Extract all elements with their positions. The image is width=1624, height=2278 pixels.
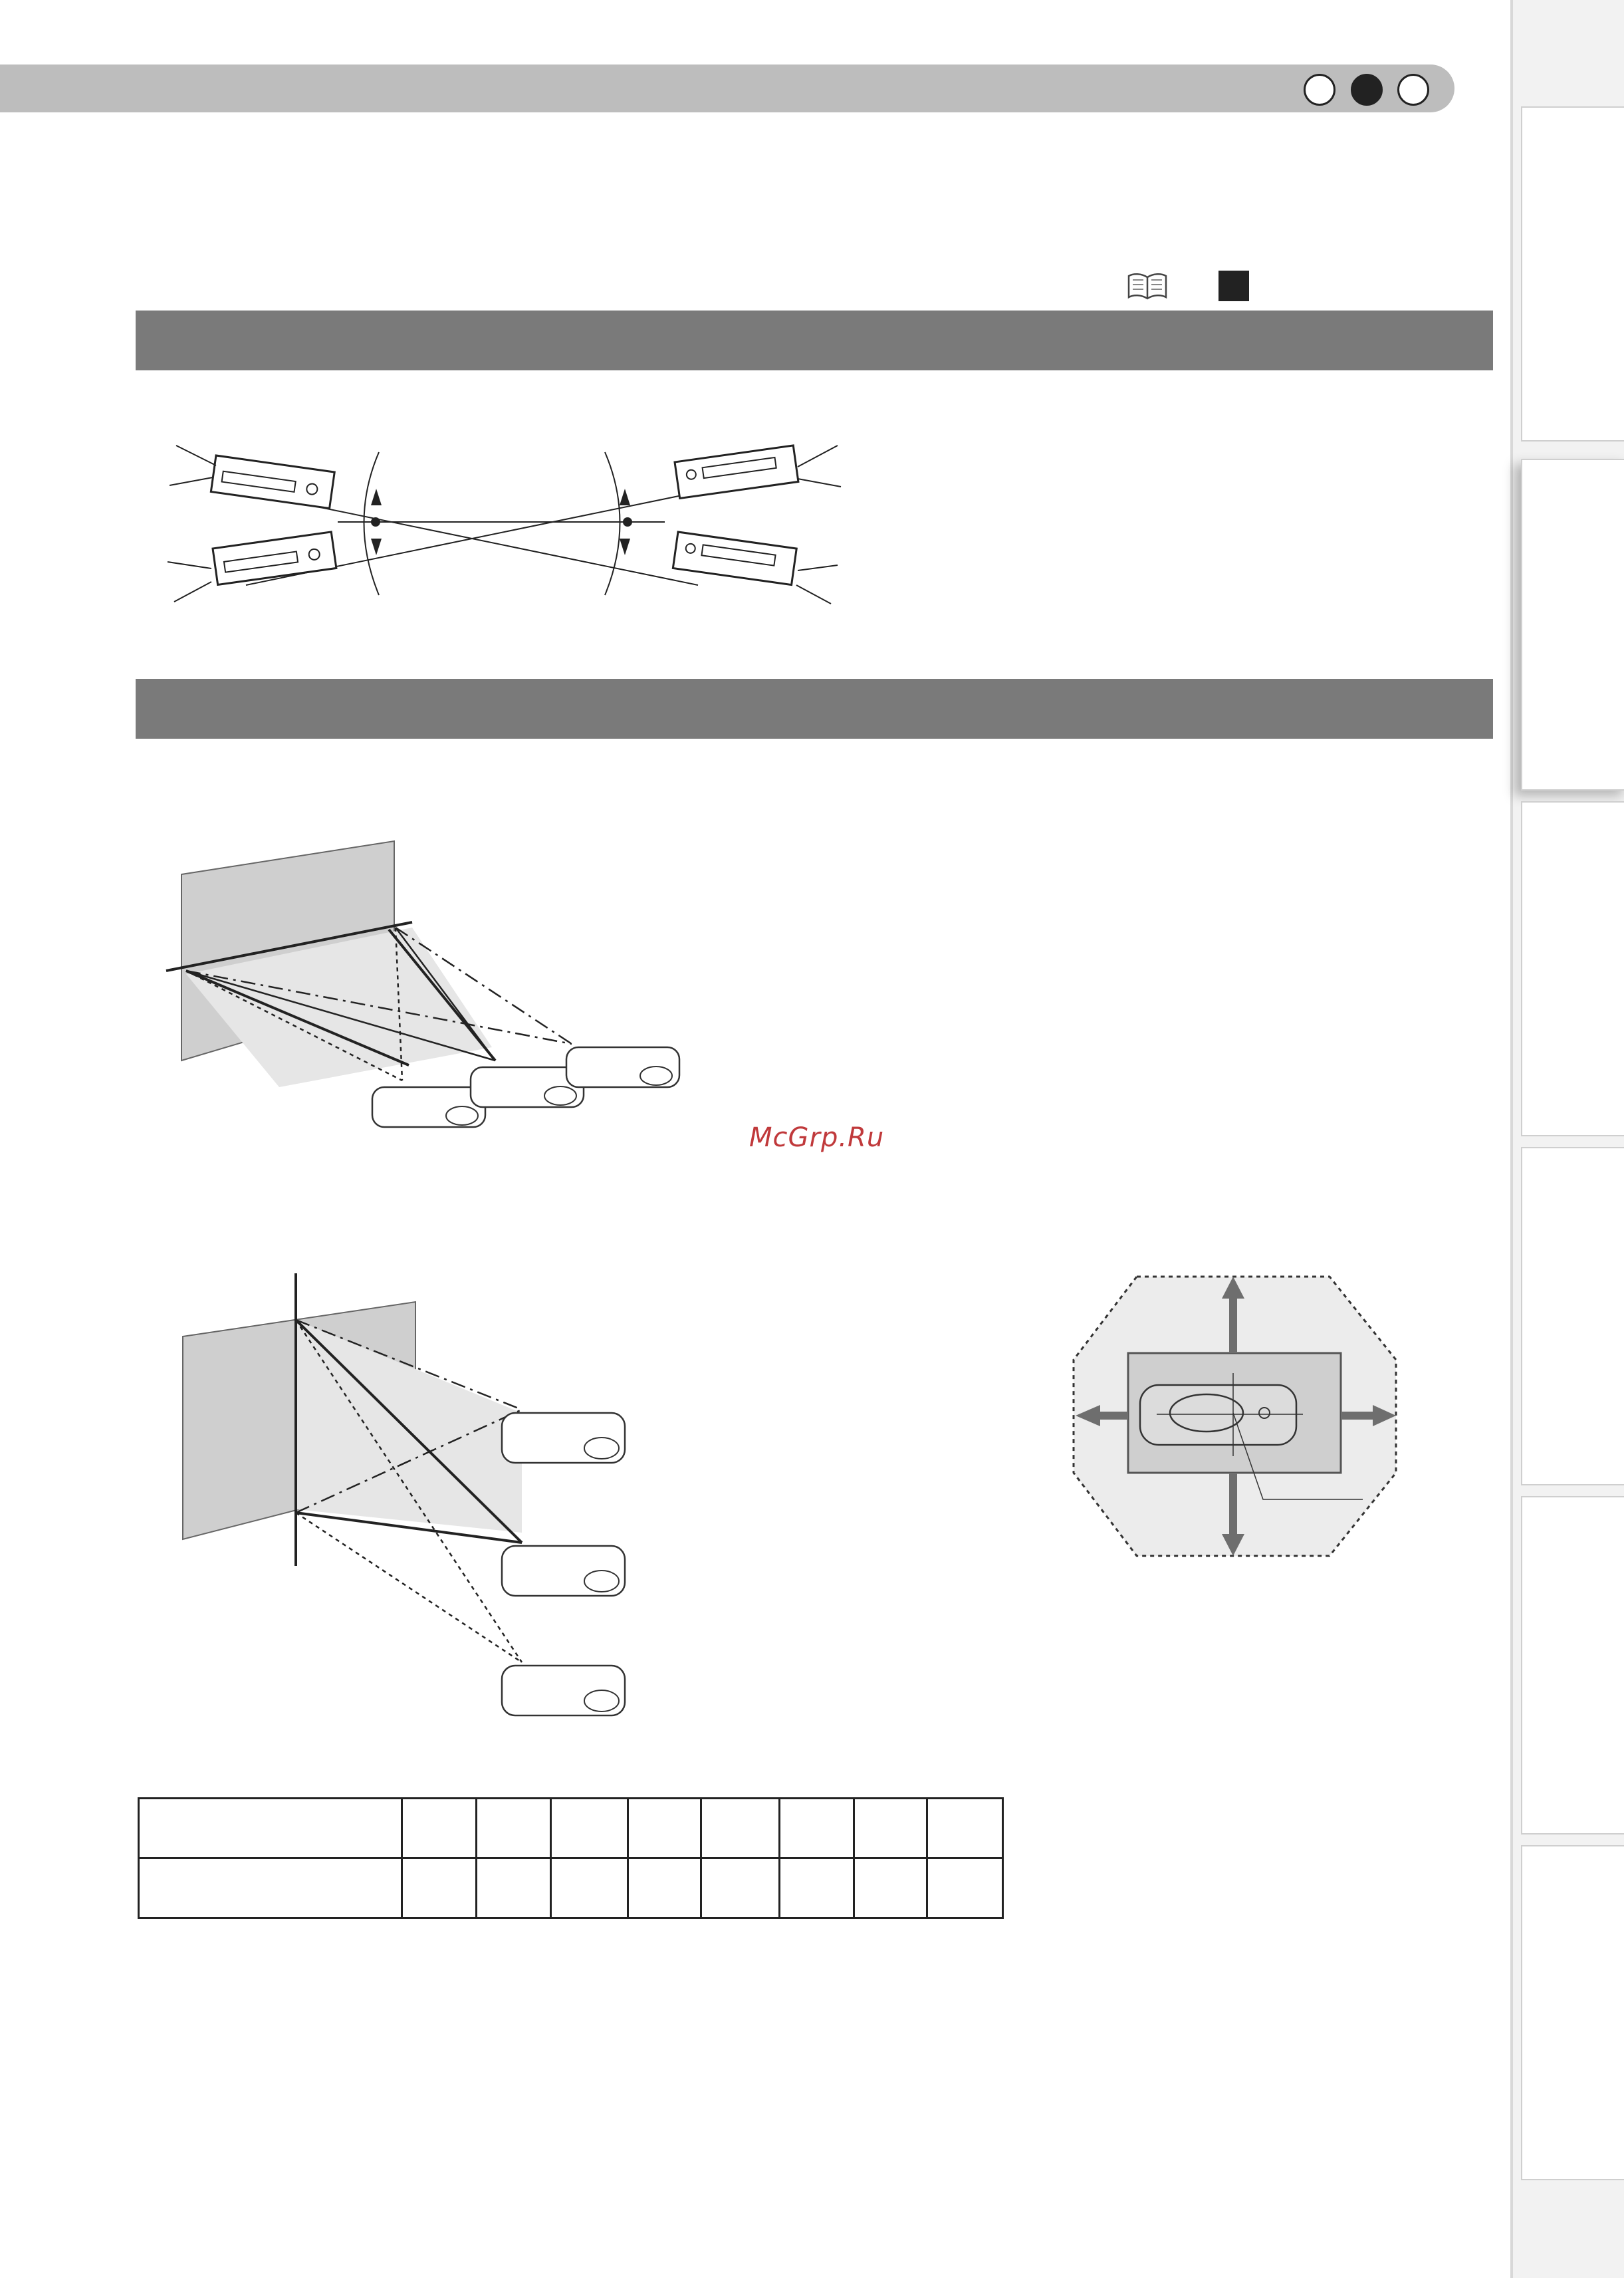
horizontal-shift-diagram xyxy=(160,834,691,1160)
table-cell xyxy=(701,1858,780,1918)
book-icon xyxy=(1127,272,1168,300)
page-dot-2 xyxy=(1351,74,1383,106)
table-cell xyxy=(402,1799,477,1858)
side-tab-3[interactable] xyxy=(1521,801,1624,1136)
vertical-shift-diagram xyxy=(160,1270,665,1735)
side-tab-5[interactable] xyxy=(1521,1496,1624,1835)
section-bar-1 xyxy=(136,311,1493,370)
table-row xyxy=(139,1799,1003,1858)
table-row xyxy=(139,1858,1003,1918)
table-cell xyxy=(139,1858,402,1918)
shift-range-diagram xyxy=(1070,1273,1403,1559)
table-cell xyxy=(139,1799,402,1858)
table-cell xyxy=(701,1799,780,1858)
table-cell xyxy=(927,1799,1003,1858)
table-cell xyxy=(854,1799,927,1858)
table-cell xyxy=(402,1858,477,1918)
side-tab-1[interactable] xyxy=(1521,106,1624,442)
tilt-angle-diagram xyxy=(160,426,851,612)
page-dot-1 xyxy=(1304,74,1335,106)
side-tab-4[interactable] xyxy=(1521,1147,1624,1485)
table-cell xyxy=(927,1858,1003,1918)
table-cell xyxy=(780,1799,854,1858)
table-cell xyxy=(628,1799,701,1858)
projector-icon xyxy=(372,1087,485,1127)
black-square-icon xyxy=(1218,271,1249,301)
table-cell xyxy=(628,1858,701,1918)
side-tab-6[interactable] xyxy=(1521,1845,1624,2180)
projector-icon xyxy=(502,1413,625,1463)
table-cell xyxy=(477,1858,551,1918)
header-bar xyxy=(0,64,1454,112)
watermark: McGrp.Ru xyxy=(749,1122,885,1153)
table-cell xyxy=(854,1858,927,1918)
table-cell xyxy=(551,1799,628,1858)
projector-icon xyxy=(211,455,334,509)
projector-icon xyxy=(1140,1385,1296,1445)
spec-table xyxy=(138,1797,1004,1919)
section-bar-2 xyxy=(136,679,1493,739)
table-cell xyxy=(780,1858,854,1918)
page-dot-3 xyxy=(1397,74,1429,106)
table-cell xyxy=(551,1858,628,1918)
side-tab-2[interactable] xyxy=(1521,459,1624,791)
table-cell xyxy=(477,1799,551,1858)
